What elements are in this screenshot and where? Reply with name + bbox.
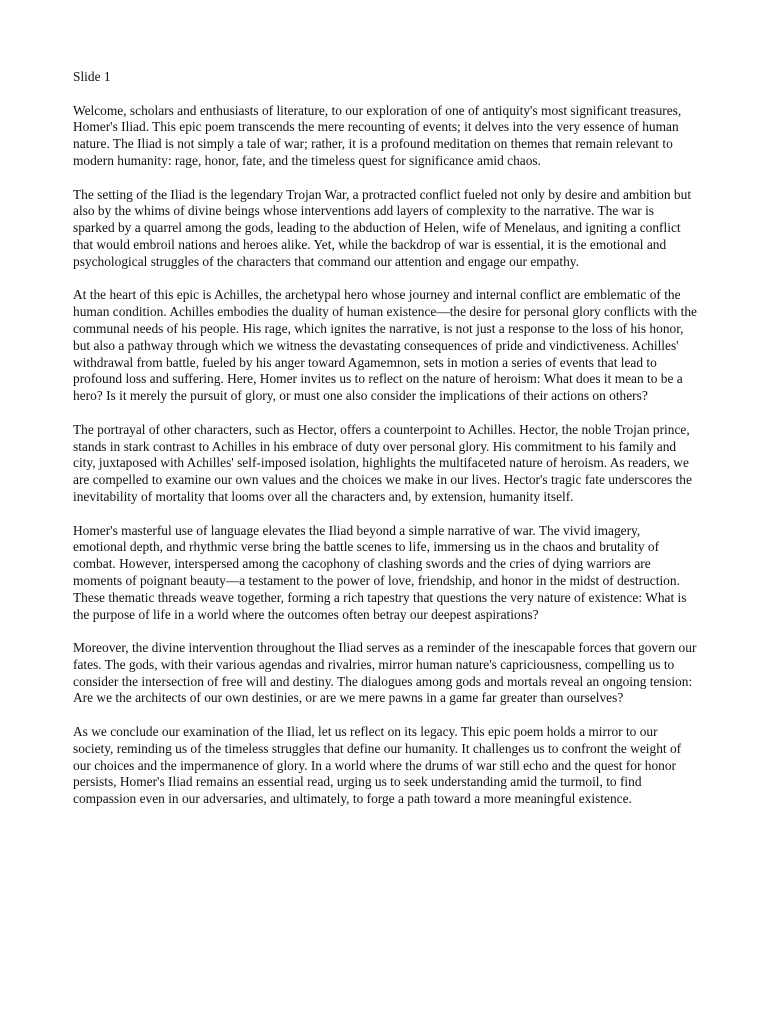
paragraph-achilles: At the heart of this epic is Achilles, the archetypal hero whose journey and internal conflict are emblematic of the human condition. Achilles embodies the duality of human existence—the desire for personal glory conflicts with the communal needs of his people. His rage, which ignites the narrative, is not just a response to the loss of his honor, but also a pathway through which we witness the devastating consequences of pride and vindictiveness. Achilles' withdrawal from battle, fueled by his anger toward Agamemnon, sets in motion a series of events that lead to profound loss and suffering. Here, Homer invites us to reflect on the nature of heroism: What does it mean to be a hero? Is it merely the pursuit of glory, or must one also consider the implications of their actions on others? [73,287,697,404]
paragraph-setting: The setting of the Iliad is the legendary Trojan War, a protracted conflict fueled not only by desire and ambition but also by the whims of divine beings whose interventions add layers of complexity to the narrative. The war is sparked by a quarrel among the gods, leading to the abduction of Helen, wife of Menelaus, and igniting a conflict that would embroil nations and heroes alike. Yet, while the backdrop of war is essential, it is the emotional and psychological struggles of the characters that command our attention and engage our empathy. [73,186,692,269]
slide-label: Slide 1 [73,69,111,84]
paragraph-hector: The portrayal of other characters, such as Hector, offers a counterpoint to Achilles. Hector, the noble Trojan prince, stands in stark contrast to Achilles in his embrace of duty over personal glory. His commitment to his family and city, juxtaposed with Achilles' self-imposed isolation, highlights the multifaceted nature of heroism. As readers, we are compelled to examine our own values and the choices we make in our lives. Hector's tragic fate underscores the inevitability of mortality that looms over all the characters and, by extension, humanity itself. [73,421,692,504]
document-page [73,69,697,825]
paragraph-conclusion: As we conclude our examination of the Iliad, let us reflect on its legacy. This epic poem holds a mirror to our society, reminding us of the timeless struggles that define our humanity. It challenges us to confront the weight of our choices and the impermanence of glory. In a world where the drums of war still echo and the quest for honor persists, Homer's Iliad remains an essential read, urging us to seek understanding amid the turmoil, to find compassion even in our adversaries, and ultimately, to forge a path toward a more meaningful existence. [73,724,682,807]
paragraph-divine: Moreover, the divine intervention throughout the Iliad serves as a reminder of the inescapable forces that govern our fates. The gods, with their various agendas and rivalries, mirror human nature's capriciousness, compelling us to consider the intersection of free will and destiny. The dialogues among gods and mortals reveal an ongoing tension: Are we the architects of our own destinies, or are we mere pawns in a game far greater than ourselves? [73,640,697,706]
paragraph-intro: Welcome, scholars and enthusiasts of literature, to our exploration of one of antiquity's most significant treasures, Homer's Iliad. This epic poem transcends the mere recounting of events; it delves into the very essence of human nature. The Iliad is not simply a tale of war; rather, it is a profound meditation on themes that remain relevant to modern humanity: rage, honor, fate, and the timeless quest for significance amid chaos. [73,102,682,168]
paragraph-language: Homer's masterful use of language elevates the Iliad beyond a simple narrative of war. The vivid imagery, emotional depth, and rhythmic verse bring the battle scenes to life, immersing us in the chaos and brutality of combat. However, interspersed among the cacophony of clashing swords and the cries of dying warriors are moments of poignant beauty—a testament to the power of love, friendship, and honor in the midst of destruction. These thematic threads weave together, forming a rich tapestry that questions the very nature of existence: What is the purpose of life in a world where the outcomes often betray our deepest aspirations? [73,522,687,622]
